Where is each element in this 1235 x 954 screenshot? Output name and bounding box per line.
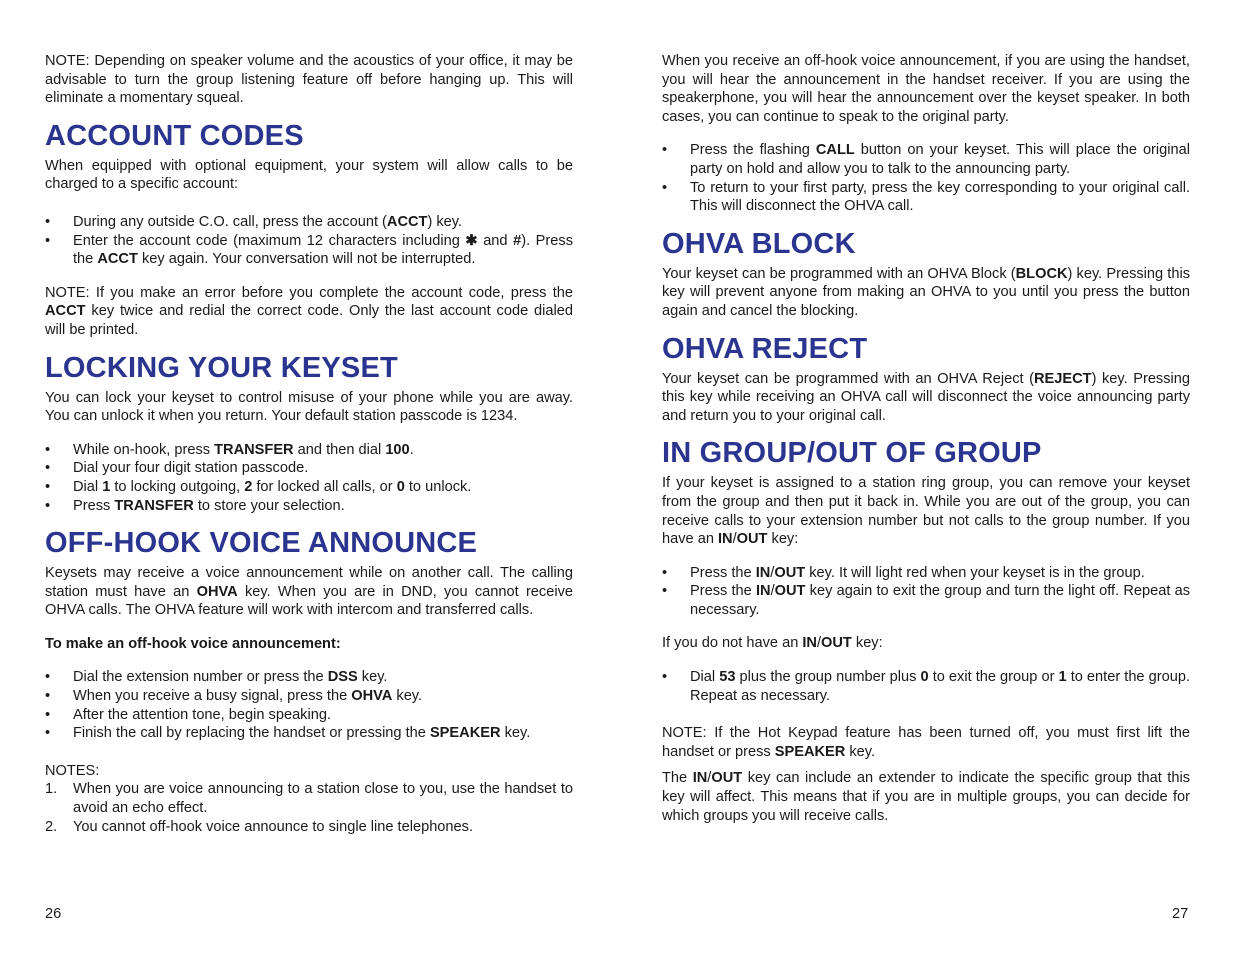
bold-key-name: OUT [821,635,852,652]
bold-key-name: DSS [327,669,358,686]
account-codes-note [45,284,573,340]
text-run: key twice and redial the correct code. Only the last account code dialed will be printed. [45,303,573,338]
text-run: key. When you are in DND, you cannot receive OHVA calls. The OHVA feature will work with intercom and transferred calls. [45,583,573,619]
text-run: Dial your four digit station passcode. [73,460,309,477]
numbered-note [45,818,573,837]
text-run: to locking outgoing, [110,478,245,495]
page-number-left: 26 [45,906,62,922]
text-run: NOTE: If the Hot Keypad feature has been turned off, you must first lift the handset or press [662,725,1190,760]
bullet-item [45,232,573,269]
bullet-item [45,459,573,478]
text-run: to exit the group or [928,669,1059,686]
bullet-item [45,441,573,460]
bold-key-name: IN [756,583,771,600]
group-heading: IN GROUP/OUT OF GROUP [662,437,1042,470]
ohva-intro [45,564,573,620]
ohva-reject-text [662,370,1190,426]
bold-key-name: IN [718,531,733,548]
text-run: The [662,770,693,787]
bold-key-name: OUT [774,564,806,581]
text-run: You can lock your keyset to control misuse of your phone while you are away. You can unlock it when you return. Your default station passcode is 1234. [45,389,573,425]
bold-key-name: ACCT [386,213,428,230]
text-run: ). Press the [73,232,573,268]
text-run: key. [500,725,531,742]
text-run: key: [767,531,799,548]
bold-key-name: OHVA [351,688,393,705]
page-number-right: 27 [1172,906,1189,922]
bullet-item [662,141,1190,178]
text-run: Finish the call by replacing the handset or pressing the [73,725,430,742]
bold-key-name: OUT [736,531,768,548]
numbered-note [45,780,573,817]
text-run: Press [73,497,115,514]
text-run: plus the group number plus [735,669,921,686]
text-run: Dial [73,478,103,495]
bullet-item [662,564,1190,583]
text-run: for locked all calls, or [252,478,397,495]
locking-steps [45,441,573,515]
bullet-item [45,687,573,706]
text-run: Your keyset can be programmed with an OHVA Block ( [662,265,1016,282]
group-steps [662,564,1190,620]
account-codes-steps [45,213,573,269]
text-run: When you are voice announcing to a station close to you, use the handset to avoid an echo effect. [73,781,573,817]
group-no-key [662,634,1190,653]
text-run: While on-hook, press [73,441,215,458]
bold-key-name: 100 [385,441,410,458]
locking-intro [45,389,573,426]
bullet-item [45,213,573,232]
bold-key-name: OUT [774,583,806,600]
bullet-item [45,497,573,516]
text-run: to store your selection. [193,497,345,514]
text-run: When you receive a busy signal, press the [73,688,352,705]
text-run: If you do not have an [662,635,803,652]
text-run: key can include an extender to indicate the specific group that this key will affect. This means that if you are in multiple groups, you can decide for which groups you will receive calls. [662,770,1191,824]
ohva-block-heading: OHVA BLOCK [662,227,856,260]
text-run: to enter the group. Repeat as necessary. [690,669,1190,704]
bold-key-name: 53 [719,669,736,686]
text-run: Enter the account code (maximum 12 characters including [73,232,466,249]
text-run: / [816,635,822,652]
text-run: ) key. Pressing this key will prevent anyone from making an OHVA to you until you press the button again and cancel the blocking. [662,265,1190,319]
bold-key-name: 0 [920,669,929,686]
text-run: Keysets may receive a voice announcement while on another call. The calling station must have an [45,565,573,600]
bold-key-name: OUT [711,770,743,787]
text-run: key. It will light red when your keyset is in the group. [805,564,1145,581]
hot-keypad-note [662,724,1190,761]
bold-key-name: ACCT [45,303,86,320]
bold-key-name: 0 [396,478,405,495]
account-codes-heading: ACCOUNT CODES [45,119,304,152]
bold-key-name: # [513,232,522,249]
bold-key-name: 1 [102,478,111,495]
note-number: 2. [45,818,58,835]
bold-key-name: TRANSFER [114,497,194,514]
text-run: Press the flashing [690,142,816,159]
text-run: Press the [690,583,756,600]
receive-announcement-steps [662,141,1190,215]
account-codes-intro [45,157,573,194]
note-number: 1. [45,781,58,798]
text-run: You cannot off-hook voice announce to single line telephones. [73,818,474,835]
bold-key-name: SPEAKER [774,743,846,760]
bold-key-name: ✱ [465,232,478,249]
text-run: button on your keyset. This will place the original party on hold and allow you to talk to the announcing party. [690,142,1190,177]
ohva-block-text [662,265,1190,321]
text-run: key again to exit the group and turn the light off. Repeat as necessary. [690,583,1191,618]
bullet-item [45,724,573,743]
receive-announcement-intro [662,52,1190,126]
ohva-subheading: To make an off-hook voice announcement: [45,635,341,652]
ohva-heading: OFF-HOOK VOICE ANNOUNCE [45,527,478,560]
bold-key-name: IN [755,564,771,581]
right-page [662,0,1190,825]
bullet-item [45,706,573,725]
bold-key-name: BLOCK [1015,265,1068,282]
ohva-notes [45,780,573,836]
bold-key-name: REJECT [1034,370,1092,387]
text-run: / [770,564,775,581]
text-run: / [770,583,775,600]
bold-key-name: IN [692,770,708,787]
ohva-notes-label: NOTES: [45,762,100,779]
text-run: NOTE: If you make an error before you complete the account code, press the [45,284,573,301]
bullet-item [662,179,1190,216]
text-run: Dial the extension number or press the [73,669,328,686]
text-run: to unlock. [404,478,472,495]
text-run: When you receive an off-hook voice announcement, if you are using the handset, you will hear the announcement in the handset receiver. If you are using the speakerphone, you will hear the announcement over the keyset speaker. In both cases, you can continue to speak to the original party. [662,53,1190,125]
text-run: Press the [690,564,756,581]
locking-heading: LOCKING YOUR KEYSET [45,351,398,384]
group-dial-steps [662,668,1190,705]
bullet-item [662,582,1190,619]
text-run: and then dial [293,441,386,458]
extender-text [662,769,1190,825]
text-run: NOTE: Depending on speaker volume and the acoustics of your office, it may be advisable to turn the group listening feature off before hanging up. This will eliminate a momentary squeal. [45,53,573,107]
text-run: and [477,232,514,249]
bullet-item [662,668,1190,705]
bold-key-name: SPEAKER [429,725,501,742]
bullet-item [45,478,573,497]
speaker-note [45,52,573,108]
bullet-item [45,668,573,687]
bold-key-name: ACCT [97,251,138,268]
text-run: / [732,531,737,548]
text-run: ) key. Pressing this key while receiving an OHVA call will disconnect the voice announcing party and return you to your original call. [662,370,1190,424]
group-intro [662,474,1190,548]
text-run: . [409,441,414,458]
bold-key-name: 2 [244,478,253,495]
ohva-steps [45,668,573,742]
text-run: key: [851,635,883,652]
bold-key-name: TRANSFER [214,441,294,458]
bold-key-name: IN [802,635,817,652]
bold-key-name: OHVA [196,583,238,600]
text-run: key. [357,669,388,686]
text-run: key again. Your conversation will not be interrupted. [137,251,476,268]
text-run: After the attention tone, begin speaking. [73,706,332,723]
text-run: When equipped with optional equipment, your system will allow calls to be charged to a specific account: [45,157,573,193]
bold-key-name: CALL [815,142,855,159]
text-run: ) key. [427,213,463,230]
text-run: / [707,770,712,787]
bold-key-name: 1 [1058,669,1067,686]
ohva-reject-heading: OHVA REJECT [662,332,868,365]
text-run: Your keyset can be programmed with an OHVA Reject ( [662,370,1034,387]
text-run: key. [845,743,876,760]
text-run: Dial [690,669,720,686]
text-run: key. [392,688,423,705]
text-run: During any outside C.O. call, press the account ( [73,213,387,230]
text-run: To return to your first party, press the key corresponding to your original call. This will disconnect the OHVA call. [690,179,1190,215]
left-page [45,0,573,836]
text-run: If your keyset is assigned to a station ring group, you can remove your keyset from the group and then put it back in. While you are out of the group, you can receive calls to your extension number but not calls to the group number. If you have an [662,475,1190,548]
